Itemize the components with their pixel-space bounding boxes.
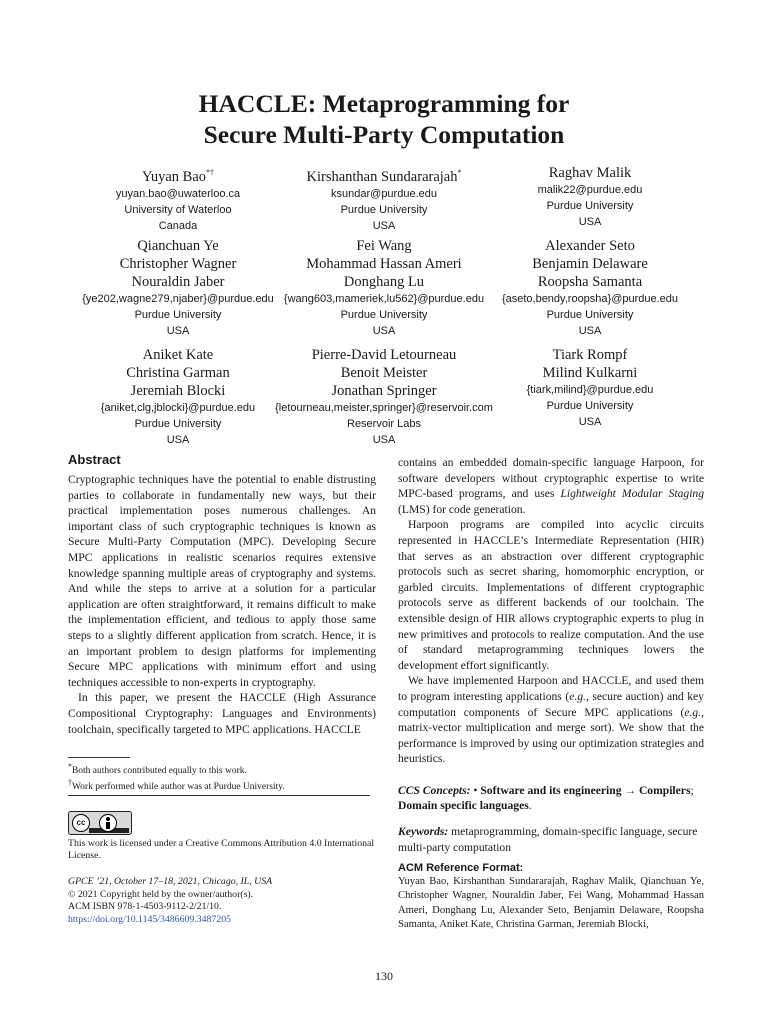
left-column <box>68 452 376 737</box>
author-email: {letourneau,meister,springer}@reservoir.com <box>275 402 493 414</box>
page-number: 130 <box>375 969 393 983</box>
author-affiliation: Reservoir Labs <box>347 418 421 430</box>
author-name: Roopsha Samanta <box>537 274 643 290</box>
abstract-paragraph-2: In this paper, we present the HACCLE (High Assurance Compositional Cryptography: Languages and Environments) toolchain, specifically targeted to MPC applications. HACCLE <box>68 691 376 736</box>
author-name: Kirshanthan Sundararajah <box>306 168 458 185</box>
author-name: Jonathan Springer <box>331 383 437 399</box>
author-country: USA <box>166 434 190 446</box>
author-block-malik <box>480 164 700 230</box>
author-block-rompf-group <box>480 346 700 430</box>
abstract-body <box>68 472 376 737</box>
author-email: {wang603,mameriek,lu562}@purdue.edu <box>283 293 485 305</box>
footnote-mark: * <box>68 762 72 771</box>
acm-reference-text: Yuyan Bao, Kirshanthan Sundararajah, Raghav Malik, Qianchuan Ye, Christopher Wagner, Nouraldin Jaber, Fei Wang, Mohammad Hassan Ameri, Donghang Lu, Alexander Seto, Benjamin Delaware, Roopsha Samanta, Aniket Kate, Christina Garman, Jeremiah Blocki, <box>398 876 704 930</box>
author-name: Fei Wang <box>356 238 412 254</box>
author-name: Yuyan Bao <box>141 168 207 185</box>
author-marks: *† <box>206 168 215 177</box>
right-column <box>398 455 704 932</box>
title-line-2: Secure Multi-Party Computation <box>203 120 565 149</box>
author-name: Christina Garman <box>126 365 230 381</box>
author-block-sundararajah <box>274 164 494 234</box>
author-block-bao <box>68 164 288 234</box>
author-country: USA <box>578 416 602 428</box>
author-name: Qianchuan Ye <box>137 238 219 254</box>
license-text: This work is licensed under a Creative Commons Attribution 4.0 International License. <box>68 838 375 861</box>
author-block-kate-group <box>68 346 288 448</box>
author-marks: * <box>457 168 462 177</box>
author-affiliation: Purdue University <box>340 309 428 321</box>
ccs-concepts: CCS Concepts: • Software and its engineering → Compilers; Domain specific languages. <box>398 783 694 813</box>
footnote-rule <box>68 757 130 758</box>
footnote-purdue: †Work performed while author was at Purdue University. <box>68 778 285 793</box>
author-email: {tiark,milind}@purdue.edu <box>526 384 654 396</box>
author-affiliation: Purdue University <box>546 200 634 212</box>
author-name: Milind Kulkarni <box>542 365 638 381</box>
acm-reference-heading: ACM Reference Format: <box>398 862 524 875</box>
author-affiliation: University of Waterloo <box>124 203 232 216</box>
author-name: Raghav Malik <box>548 165 632 181</box>
author-block-ye-group <box>68 237 288 339</box>
abstract-paragraph-4: We have implemented Harpoon and HACCLE, and used them to program interesting applications (e.g., secure auction) and key computation components of Secure MPC applications (e.g., matrix-vector multiplication and merge sort). We show that the performance is improved by using our optimization strategies and heuristics. <box>398 674 704 766</box>
footnote-mark: † <box>68 778 72 788</box>
author-block-letourneau-group <box>274 346 494 448</box>
keywords-text: metaprogramming, domain-specific language, secure multi-party computation <box>398 825 698 854</box>
author-country: USA <box>372 325 396 337</box>
author-country: USA <box>578 325 602 337</box>
author-block-seto-group <box>480 237 700 339</box>
author-country: USA <box>372 434 396 446</box>
author-email: {aseto,bendy,roopsha}@purdue.edu <box>501 293 679 305</box>
author-email: ksundar@purdue.edu <box>331 187 437 200</box>
author-email: {ye202,wagne279,njaber}@purdue.edu <box>82 293 274 305</box>
author-email: malik22@purdue.edu <box>537 184 643 196</box>
author-name: Jeremiah Blocki <box>130 383 226 399</box>
author-name: Mohammad Hassan Ameri <box>306 256 462 272</box>
abstract-heading: Abstract <box>68 452 121 467</box>
abstract-paragraph-2-continued: contains an embedded domain-specific language Harpoon, for software developers without cryptographic expertise to write MPC-based programs, and uses Lightweight Modular Staging (LMS) for code generation. <box>398 456 705 516</box>
author-name: Nouraldin Jaber <box>131 274 225 290</box>
author-name: Tiark Rompf <box>552 347 628 363</box>
author-email: {aniket,clg,jblocki}@purdue.edu <box>100 402 256 414</box>
author-name: Alexander Seto <box>545 238 635 254</box>
isbn: ACM ISBN 978-1-4503-9112-2/21/10. <box>68 901 222 913</box>
author-country: USA <box>578 216 602 228</box>
venue: GPCE ’21, October 17–18, 2021, Chicago, IL, USA <box>68 876 273 887</box>
abstract-paragraph-3: Harpoon programs are compiled into acyclic circuits represented in HACCLE’s Intermediate Representation (HIR) that serves as an abstraction over different cryptographic protocols such as secret sharing, homomorphic encryption, or garbled circuits. Implementations of different cryptographic protocols serve as different backends of our toolchain. The extensible design of HIR allows cryptographic experts to plug in new primitives and protocols to realize computation. And the use of standard metaprogramming techniques lowers the development effort significantly. <box>398 518 704 672</box>
author-name: Pierre-David Letourneau <box>311 347 457 363</box>
author-affiliation: Purdue University <box>134 309 222 321</box>
author-name: Christopher Wagner <box>119 256 237 272</box>
author-affiliation: Purdue University <box>546 400 634 412</box>
author-affiliation: Purdue University <box>134 418 222 430</box>
abstract-paragraph-1: Cryptographic techniques have the potential to enable distrusting parties to collaborate in fundamentally new ways, but their practical implementation poses numerous challenges. An important class of such cryptographic techniques is known as Secure Multi-Party Computation (MPC). Developing Secure MPC applications in realistic scenarios requires extensive knowledge spanning multiple areas of cryptography and systems. And while the steps to arrive at a solution for a particular application are often straightforward, it remains difficult to make the implementation efficient, and tedious to apply those same steps to a slightly different application from scratch. Hence, it is an important problem to design platforms for implementing Secure MPC applications with minimum effort and using techniques accessible to non-experts in cryptography. <box>68 473 376 689</box>
abstract-continued <box>398 455 704 767</box>
cc-icon: cc <box>72 814 90 832</box>
author-country: USA <box>372 219 396 232</box>
copyright: © 2021 Copyright held by the owner/author(s). <box>68 888 254 900</box>
author-affiliation: Purdue University <box>546 309 634 321</box>
keywords <box>398 824 704 855</box>
author-name: Aniket Kate <box>142 347 214 363</box>
author-email: yuyan.bao@uwaterloo.ca <box>115 187 241 200</box>
author-affiliation: Purdue University <box>340 203 428 216</box>
author-country: USA <box>166 325 190 337</box>
author-block-wang-group <box>274 237 494 339</box>
keywords-label: Keywords: <box>398 825 449 839</box>
doi-link[interactable]: https://doi.org/10.1145/3486609.3487205 <box>68 913 232 925</box>
footnote-equal-contribution: *Both authors contributed equally to this work. <box>68 762 247 777</box>
author-name: Benjamin Delaware <box>532 256 648 272</box>
ccs-label: CCS Concepts: <box>398 783 471 797</box>
publication-info <box>68 876 376 926</box>
footnotes <box>68 761 376 793</box>
author-name: Benoit Meister <box>340 365 428 381</box>
paper-title <box>0 88 768 150</box>
title-line-1: HACCLE: Metaprogramming for <box>198 89 570 118</box>
creative-commons-badge <box>68 811 132 835</box>
license-rule <box>68 795 370 796</box>
author-name: Donghang Lu <box>343 274 425 290</box>
author-country: Canada <box>158 219 198 232</box>
